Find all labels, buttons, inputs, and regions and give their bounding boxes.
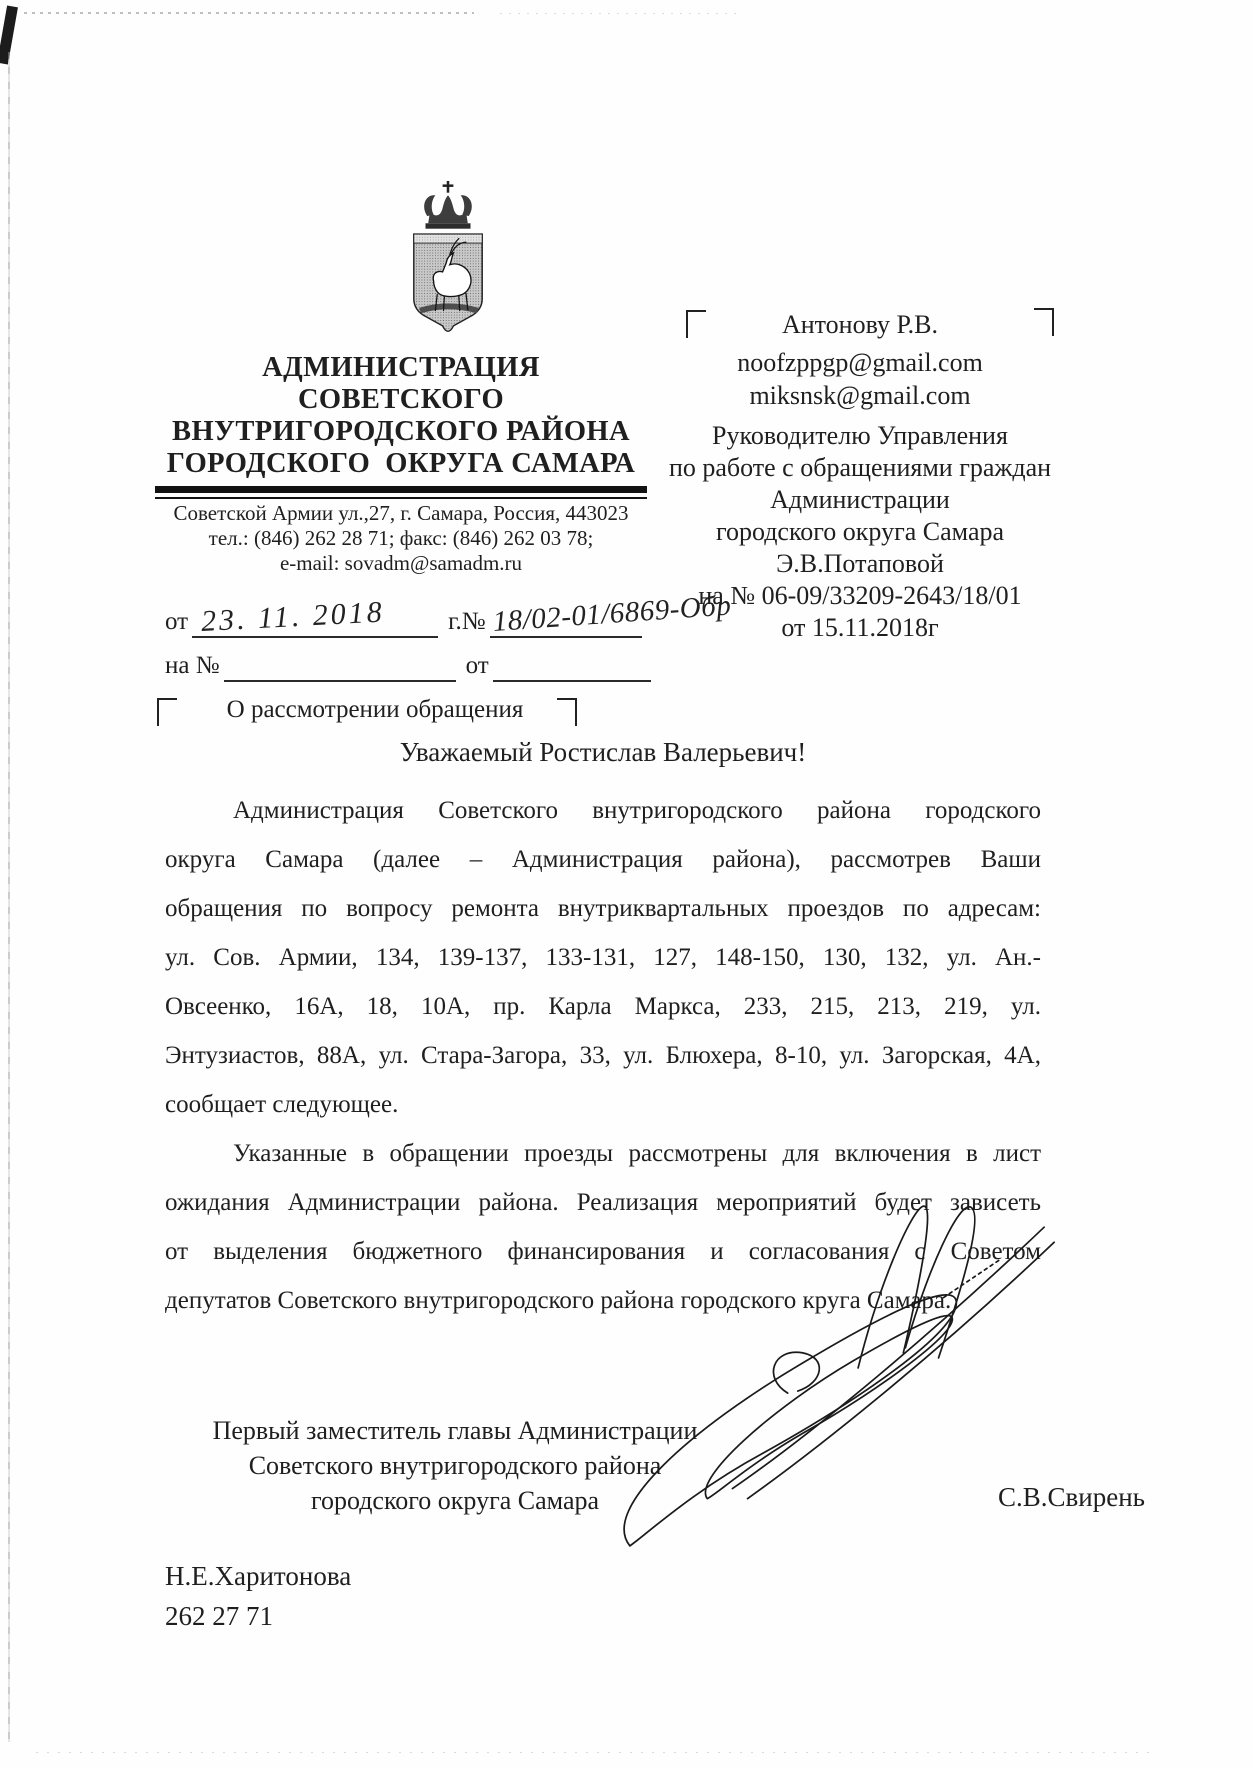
scan-top-edge-artifact-2 (500, 13, 740, 14)
organization-address: Советской Армии ул.,27, г. Самара, Россия, 443023 тел.: (846) 262 28 71; факс: (846) 262 03 78; e-mail: sovadm@samadm.ru (173, 501, 629, 575)
recipient-details: Руководителю Управления по работе с обращениями граждан Администрации городского округа Самара Э.В.Потаповой на № 06-09/33209-2643/18/01 от 15.11.2018г (668, 421, 1052, 642)
scan-left-edge-artifact (8, 52, 10, 1742)
organization-name: АДМИНИСТРАЦИЯ СОВЕТСКОГО ВНУТРИГОРОДСКОГО РАЙОНА ГОРОДСКОГО ОКРУГА САМАРА (166, 352, 636, 479)
outgoing-ref-row (155, 589, 732, 644)
letterhead-divider-rule (155, 486, 647, 499)
corner-bracket-right-icon (557, 698, 577, 726)
outgoing-number-label: г.№ (448, 608, 486, 635)
salutation: Уважаемый Ростислав Валерьевич! (399, 737, 807, 767)
addressee-row (640, 308, 1080, 346)
signer-title: Первый заместитель главы Администрации Советского внутригородского района городского округа Самара (212, 1416, 698, 1515)
addressee-emails: noofzppgp@gmail.com miksnsk@gmail.com (737, 348, 983, 410)
subject-row (155, 692, 595, 732)
body-paragraph-2: Указанные в обращении проезды рассмотрены для включения в лист ожидания Администрации района. Реализация мероприятий будет зависеть от выделения бюджетного финансирования и согласования с Советом депутатов Советского внутригородского района городского круга Самара. (165, 1140, 1041, 1314)
executor-block (165, 1556, 351, 1636)
outgoing-date-handwritten: 23. 11. 2018 (200, 595, 386, 639)
incoming-number-field (224, 646, 456, 682)
incoming-date-field (493, 646, 651, 682)
corner-bracket-left-icon (686, 310, 706, 338)
body-paragraph-1: Администрация Советского внутригородского района городского округа Самара (далее – Администрация района), рассмотрев Ваши обращения по вопросу ремонта внутриквартальных проездов по адресам: ул. Сов. Армии, 134, 139-137, 133-131, 127, 148-150, 130, 132, ул. Ан.- Овсеенко, 16А, 18, 10А, пр. Карла Маркса, 233, 215, 213, 219, ул. Энтузиастов, 88А, ул. Стара-Загора, 33, ул. Блюхера, 8-10, ул. Загорская, 4А, сообщает следующее. (165, 797, 1041, 1118)
executor-phone: 262 27 71 (165, 1601, 273, 1631)
outgoing-date-field (192, 595, 438, 639)
scan-top-edge-artifact (24, 12, 474, 14)
addressee-name: Антонову Р.В. (781, 310, 939, 339)
incoming-ref-row (155, 646, 647, 682)
outgoing-number-handwritten: 18/02-01/6869-Обр (491, 589, 732, 639)
corner-bracket-right-icon (1034, 308, 1054, 336)
scan-bottom-edge-artifact (36, 1752, 1156, 1753)
subject-line: О рассмотрении обращения (226, 696, 524, 723)
samara-coat-of-arms-icon (394, 176, 502, 348)
incoming-number-label: на № (165, 652, 220, 679)
signer-name: С.В.Свирень (998, 1482, 1145, 1512)
outgoing-number-field (490, 589, 732, 639)
letterhead-block (155, 352, 732, 732)
outgoing-date-label: от (165, 608, 189, 635)
executor-name: Н.Е.Харитонова (165, 1561, 352, 1591)
corner-bracket-left-icon (157, 698, 177, 726)
incoming-date-label: от (465, 652, 489, 679)
recipient-block (640, 308, 1080, 644)
